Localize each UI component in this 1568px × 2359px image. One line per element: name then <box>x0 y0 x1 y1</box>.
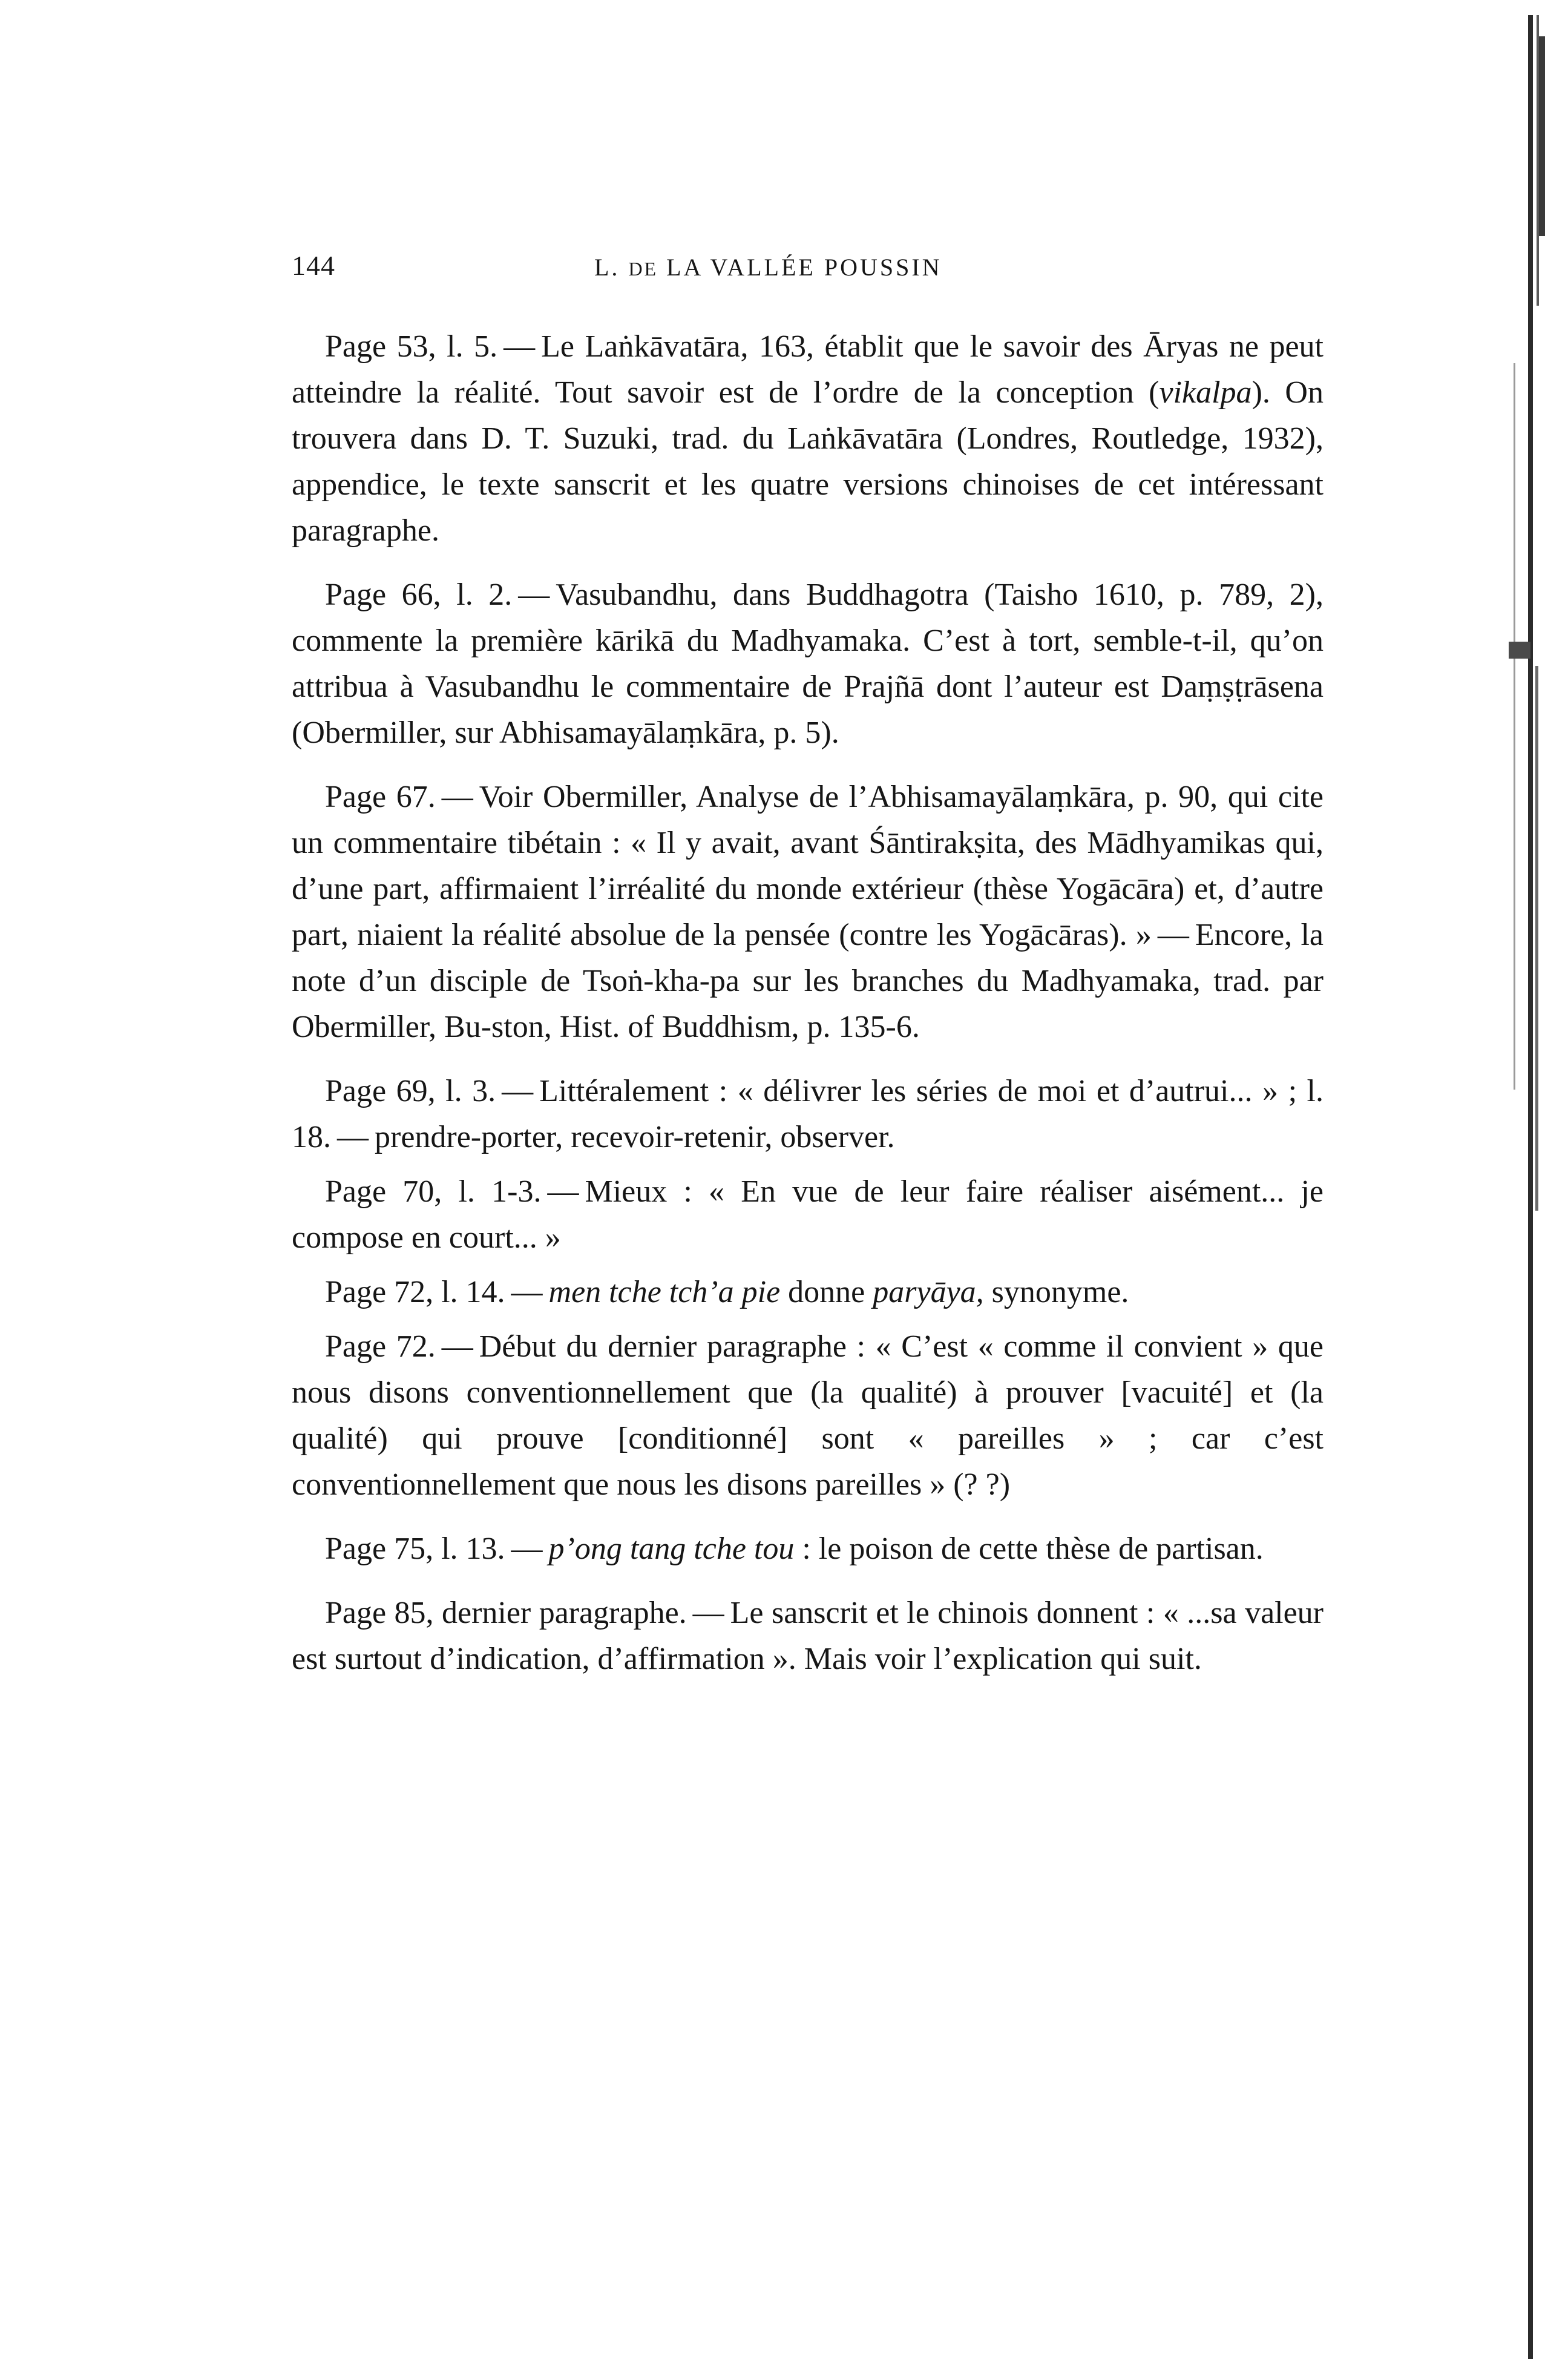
note-page-72-l14 <box>292 1269 1324 1315</box>
note-italic: vikalpa <box>1159 375 1252 410</box>
note-text: synonyme. <box>983 1275 1129 1309</box>
binding-shadow-line <box>1514 363 1515 1090</box>
binding-shadow-line <box>1535 666 1538 1211</box>
note-text: Littéralement : « délivrer les séries de moi et d’autrui... » ; l. 18. <box>292 1074 1324 1154</box>
note-ref: Page 72. <box>325 1329 436 1364</box>
note-text: prendre-porter, recevoir-retenir, observer. <box>375 1120 895 1154</box>
note-page-66 <box>292 572 1324 756</box>
author-particle: DE <box>628 258 658 280</box>
note-page-69 <box>292 1068 1324 1160</box>
page-number: 144 <box>292 250 335 281</box>
note-ref: Page 72, l. 14. <box>325 1275 505 1309</box>
note-ref: Page 67. <box>325 780 436 814</box>
note-text: Mieux : « En vue de leur faire réaliser aisément... je compose en court... » <box>292 1174 1324 1255</box>
note-page-85 <box>292 1590 1324 1682</box>
note-page-72 <box>292 1324 1324 1508</box>
author-initial: L. <box>594 254 620 281</box>
em-dash: — <box>1157 918 1189 952</box>
em-dash: — <box>547 1174 579 1209</box>
note-text: Le Laṅkāvatāra, 163, établit que le savoir des Āryas ne peut atteindre la réalité. Tout savoir est de l’ordre de la conception ( <box>292 329 1324 410</box>
note-italic: p’ong tang tche tou <box>548 1532 795 1566</box>
em-dash: — <box>511 1532 543 1566</box>
note-text: ). On trouvera dans D. T. Suzuki, trad. du Laṅkāvatāra (Londres, Routledge, 1932), appendice, le texte sanscrit et les quatre versions chinoises de cet intéressant paragraphe. <box>292 375 1324 548</box>
em-dash: — <box>504 329 536 364</box>
em-dash: — <box>441 780 473 814</box>
em-dash: — <box>502 1074 534 1108</box>
em-dash: — <box>441 1329 473 1364</box>
note-italic: paryāya, <box>873 1275 984 1309</box>
binding-shadow-line <box>1539 36 1545 236</box>
note-ref: Page 85, dernier paragraphe. <box>325 1596 687 1630</box>
note-text: Le sanscrit et le chinois donnent : « ...sa valeur est surtout d’indication, d’affirmation ». Mais voir l’explication qui suit. <box>292 1596 1324 1676</box>
note-page-53 <box>292 324 1324 554</box>
note-page-67 <box>292 774 1324 1050</box>
note-text: Vasubandhu, dans Buddhagotra (Taisho 1610, p. 789, 2), commente la première kārikā du Madhyamaka. C’est à tort, semble-t-il, qu’on attribua à Vasubandhu le commentaire de Prajñā dont l’auteur est Daṃṣṭrāsena (Obermiller, sur Abhisamayālaṃkāra, p. 5). <box>292 577 1324 750</box>
em-dash: — <box>692 1596 724 1630</box>
note-ref: Page 69, l. 3. <box>325 1074 496 1108</box>
note-text: Encore, la note d’un disciple de Tsoṅ-kha-pa sur les branches du Madhyamaka, trad. par Obermiller, Bu-ston, Hist. of Buddhism, p. 135-6. <box>292 918 1324 1044</box>
binding-shadow-line <box>1528 15 1533 2359</box>
note-text: Début du dernier paragraphe : « C’est « comme il convient » que nous disons conventionnellement que (la qualité) à prouver [vacuité] et (la qualité) qui prouve [conditionné] sont « pareilles » ; car c’est conventionnellement que nous les disons pareilles » (? ?) <box>292 1329 1324 1502</box>
note-page-75 <box>292 1526 1324 1572</box>
notes-body <box>292 324 1324 1700</box>
em-dash: — <box>511 1275 543 1309</box>
em-dash: — <box>518 577 550 612</box>
scan-binding-edge <box>1477 0 1568 2359</box>
note-text: donne <box>780 1275 873 1309</box>
note-page-70 <box>292 1169 1324 1261</box>
note-ref: Page 53, l. 5. <box>325 329 498 364</box>
running-head <box>594 253 942 281</box>
binding-shadow-line <box>1509 642 1530 659</box>
note-text: : le poison de cette thèse de partisan. <box>794 1532 1264 1566</box>
author-name: LA VALLÉE POUSSIN <box>666 254 942 281</box>
note-text: Voir Obermiller, Analyse de l’Abhisamayālaṃkāra, p. 90, qui cite un commentaire tibétain : « Il y avait, avant Śāntirakṣita, des Mādhyamikas qui, d’une part, affirmaient l’irréalité du monde extérieur (thèse Yogācāra) et, d’autre part, niaient la réalité absolue de la pensée (contre les Yogācāras). » <box>292 780 1324 952</box>
page-header <box>292 249 1320 292</box>
note-italic: men tche tch’a pie <box>548 1275 781 1309</box>
em-dash: — <box>337 1120 369 1154</box>
note-ref: Page 70, l. 1-3. <box>325 1174 542 1209</box>
note-ref: Page 75, l. 13. <box>325 1532 505 1566</box>
note-ref: Page 66, l. 2. <box>325 577 513 612</box>
